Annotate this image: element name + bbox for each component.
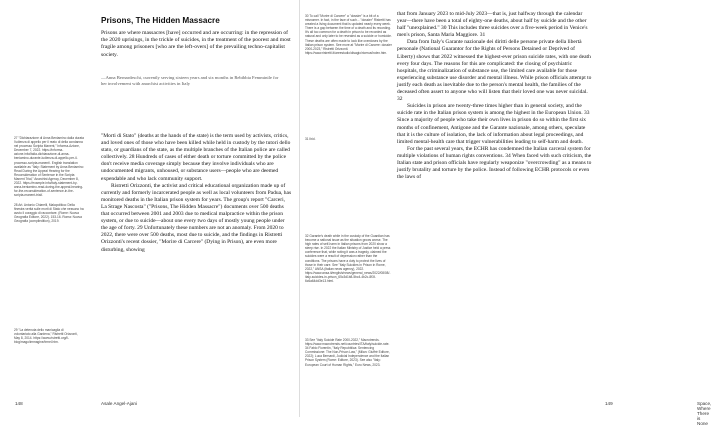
sidenote-33-34 [305,338,393,367]
running-footer-book-title: Space, Where There is None [697,401,711,426]
right-page [300,0,711,426]
sidenote-34: 34 Fabio Fiorentin, "Italy Repubblica: Sentencing Commissione: The Non-Prison Law," (Milan: Giuffrè Editore, 2022); Luca Bernardi, Judicial Independence and the Italian Prison System (Rome: Editore, 2023). See also "Italy: European Court of Human Rights," Euro News, 2023. [305,346,390,367]
sidenote-29: 29 "La detenuta dello manicaglia di volontariato alla Gardena," Ristretti Orizzonti, May 8, 2014. https://www.ristretti.org/il-blog/mago/immagine/Irmel.htm. [14,328,78,345]
sidenote-32: 32 Garante's death while in the custody of the Guardian has become a national issue as the situation grows worse. The high rates of self-harm in Italian prisons from 2020 show a steep rise. In 2022 the Italian Ministry of Justice held a press conference that, while noting it was a tragedy, claimed the suicides were a result of depression rather than the conditions. The prisons have a duty to protect the lives of those in their care. See "Italy Suicides in Prison in Rome, 2022," ANSA (Italian news agency), 2022. https://www.ansa.it/english/news/general_news/2022/08/08/-italy-suicides-in-prison_65c3d1b8-5bc4-4b2c-8f3f-6c6a64dd3e13.html. [305,234,391,284]
sidenote-27: 27 "Dichiarazione di Anna Beniamino dalla durata l'udienza di appello per il reato di della condanna nel processo Scripta Manent," Informa-Azione, December 7, 2022. https://informa-azione.info/italia-dichiarazione-di-anna-beniamino-durante-ludienza-di-appello-per-il-processo-scripta-manent/. English translation available as "Italy: Statement by Anna Beniamino Read During the Appeal Hearing for the Reconsideration of Sentence in the Scripta Manent Trial," Anarchist Agency, December 8, 2022. https://example.info/italy-statement-by-anna-beniamino-read-during-the-appeal-hearing-for-the-reconsideration-of-sentence-in-the-scripta-manent-trial/. [14,136,84,198]
section-title: Prisons, The Hidden Massacre [101,16,220,25]
left-body-text [101,133,292,254]
sidenote-33: 33 See "Italy Suicide Rate 2000-2022," Macrotrends. https://www.macrotrends.net/countries/ITA/italy/suicide-rate. [305,338,390,347]
body-paragraph: Ristretti Orizzonti, the activist and critical educational organization made up of currently and formerly incarcerated people as well as local volunteers from Padua, has monitored deaths in the Italian prison system for years. The group's report "Carceri, La Strage Nascosta" ("Prisons, The Hidden Massacre") documents over 500 deaths that occurred between 2001 and 2003 due to medical malpractice within the prison system, or due to suicide—about one every two days of mostly young people under the age of forty. 29 Unfortunately these numbers are not an anomaly. From 2020 to 2022, there were over 500 deaths, most due to suicide, and the findings in Ristretti Orizzonti's recent dossier, "Morire di Carcere" (Dying in Prison), are even more disturbing, showing [101,182,292,253]
intro-paragraph: Prisons are where massacres [have] occurred and are occurring: in the repression of the 2020 uprisings, in the trickle of suicides, in the treatment of the poorest and most fragile among prisoners [who are the left-overs] of the prevailing techno-capitalist society. [101,30,291,58]
body-paragraph: Data from Italy's Garante nazionale dei diritti delle persone private della libertà personale (National Guarantor for the Rights of Persons Detained or Deprived of Liberty) shows that 2022 witnessed the highest-ever prison suicide rates, with one death every four days. The reasons for this are complicated: the closing of psychiatric hospitals, the criminalization of substance use, the limited care available for those experiencing substance use disorder and mental illness. While prison officials attempt to justify each death as inevitable due to the person's mental health, the families of the deceased often assert to anyone who will listen that their loved one was never suicidal. 32 [397,39,592,103]
epigraph-attribution: —Anna Bernardeschi, currently serving sixteen years and six months in Rebibbia Femminile for her involvement with anarchist activities in Italy [101,75,279,86]
body-paragraph: that from January 2023 to mid-July 2023—that is, just halfway through the calendar year—there have been a total of eighty-one deaths, about half by suicide and the other half "unexplained." 30 This includes three suicides over a five-week period in Venice's men's prison, Santa Maria Maggiore. 31 [397,11,588,39]
left-page [0,0,299,417]
running-footer-author: Asale Angel-Ajani [101,401,138,406]
sidenote-28: 28 Art. Antonio Chiarelli, Malapolitica: Della finestra verità sulle morti di Stato che nessuno ha avuto il coraggio di raccontare. (Rome: Nuova Geografia Editore, 2022). 153-16. Roma: Nuova Geografia (compiledition), 2019. [14,203,84,224]
body-paragraph: "Morti di Stato" (deaths at the hands of the state) is the term used by activists, critics, and loved ones of those who have been killed while held in custody by the tutori dello stato, or guardians of the state, as the multiple branches of the Italian police are called collectively. 28 Hundreds of cases of either death or torture committed by the police don't receive media coverage simply because they involve individuals who are undocumented migrants, unhoused, or substance users—people who are deemed expendable and who lack community support. [101,133,291,182]
body-paragraph: For the past several years, the ECHR has condemned the Italian carceral system for multiple violations of human rights conventions. 34 When faced with such criticism, the Italian state and prison officials have regularly weaponize "overcrowding" as a means to justify brutality and torture by the police. Instead of following ECHR protocols or even the laws of [397,145,592,181]
right-body-text [397,11,593,181]
body-paragraph: Suicides in prison are twenty-three times higher than in general society, and the suicide rate in the Italian prison system is among the highest in the European Union. 33 Since a majority of people who take their own lives in prison do so within the first six months of confinement, Antigone and the Garante nazionale, among others, speculate that it is the culture of isolation, the lack of information about legal proceedings, and limited mental-health care that trigger vulnerabilities leading to self-harm and death. [397,103,590,145]
right-page-number: 149 [605,401,613,406]
sidenote-31: 31 Ibid. [305,137,316,141]
sidenote-30: 30 To call "Morire di Carcere" a "dossier" is a bit of a misnomer. In fact, in the face of such... "dossier" Ristretti has created a living document that is updated nearly every week. There is a gap between the time of a death and its recording. It's all too common for a death in prison to be recorded as natural and only later to be revealed as a suicide or homicide. These deaths are often made to look like overdoses by the Italian prison system. See more at "Morire di Carcere: dossier 2000-2023," Ristretti Orizzonti. https://www.ristretti.it/areestudio/disagio/ricerca/index.htm. [305,14,392,55]
left-page-number: 148 [15,401,23,406]
